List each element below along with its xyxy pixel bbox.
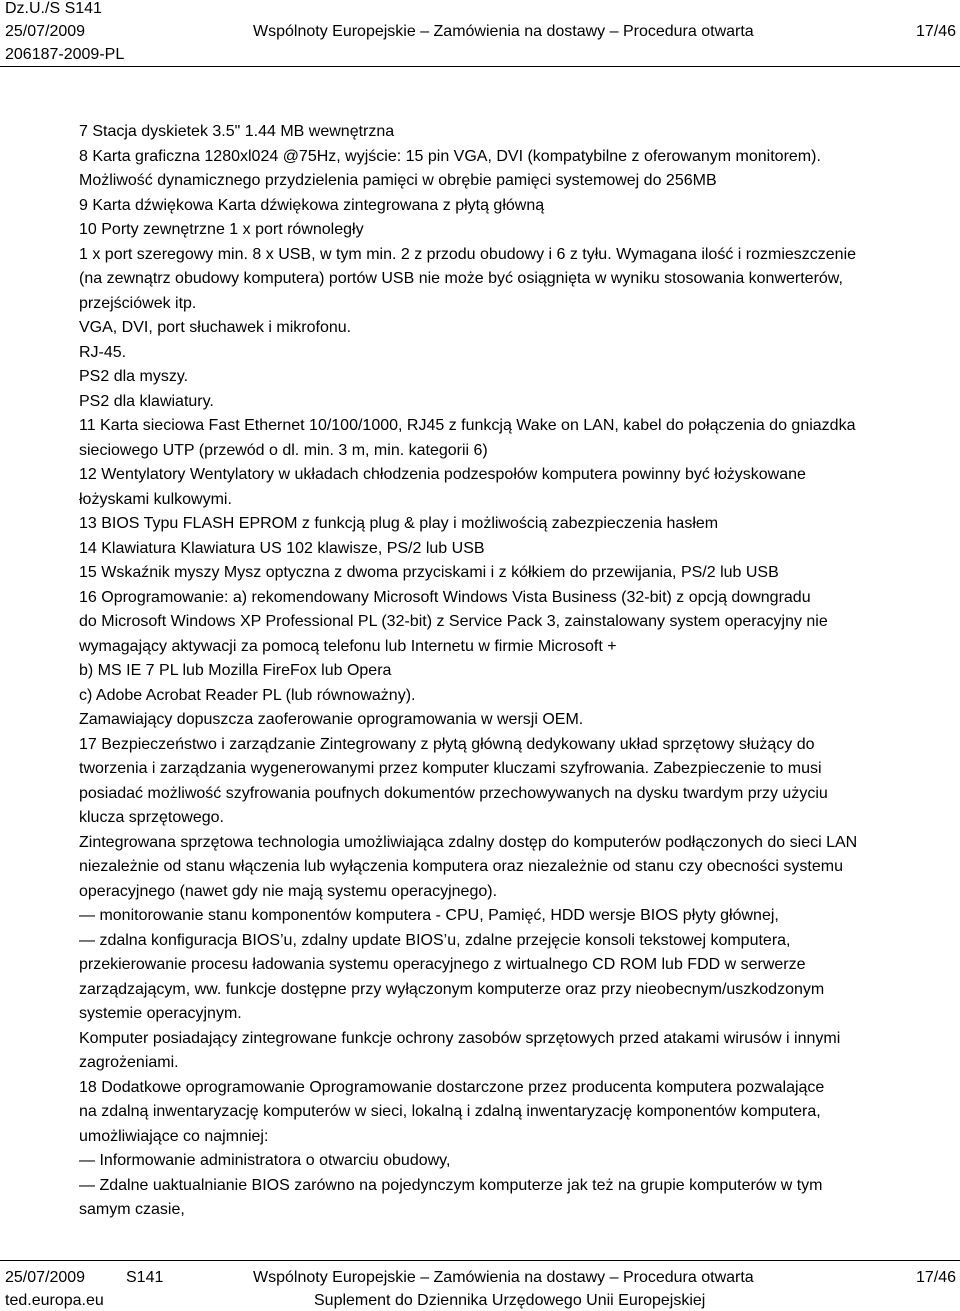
text-line: łożyskami kulkowymi.	[79, 490, 232, 508]
text-line: Zamawiający dopuszcza zaoferowanie oprogramowania w wersji OEM.	[79, 711, 584, 728]
page-footer	[0, 1260, 960, 1311]
text-line: Zintegrowana sprzętowa technologia umożliwiająca zdalny dostęp do komputerów podłączonych do sieci LAN	[79, 833, 858, 851]
text-line: przejściówek itp.	[79, 294, 197, 312]
header-divider	[0, 66, 960, 67]
text-line: (na zewnątrz obudowy komputera) portów USB nie może być osiągnięta w wyniku stosowania konwerterów,	[79, 270, 843, 287]
text-line: 10 Porty zewnętrzne 1 x port równoległy	[79, 221, 364, 238]
document-body	[79, 120, 949, 1223]
text-line: 15 Wskaźnik myszy Mysz optyczna z dwoma przyciskami i z kółkiem do przewijania, PS/2 lub USB	[79, 564, 779, 581]
text-line: — monitorowanie stanu komponentów komputera - CPU, Pamięć, HDD wersje BIOS płyty głównej,	[79, 907, 779, 924]
text-line: 7 Stacja dyskietek 3.5" 1.44 MB wewnętrzna	[79, 123, 395, 140]
text-line: Możliwość dynamicznego przydzielenia pamięci w obrębie pamięci systemowej do 256MB	[79, 172, 717, 189]
text-line: c) Adobe Acrobat Reader PL (lub równoważny).	[79, 686, 416, 704]
text-line: umożliwiające co najmniej:	[79, 1127, 269, 1145]
text-line: 14 Klawiatura Klawiatura US 102 klawisze, PS/2 lub USB	[79, 539, 485, 557]
text-line: 12 Wentylatory Wentylatory w układach chłodzenia podzespołów komputera powinny być łożyskowane	[79, 466, 806, 483]
footer-date: 25/07/2009	[5, 1269, 86, 1286]
text-line: tworzenia i zarządzania wygenerowanymi przez komputer kluczami szyfrowania. Zabezpieczenie to musi	[79, 760, 822, 777]
text-line: systemie operacyjnym.	[79, 1005, 242, 1022]
text-line: VGA, DVI, port słuchawek i mikrofonu.	[79, 319, 352, 336]
footer-page-number: 17/46	[915, 1269, 956, 1286]
header-page-number: 17/46	[915, 23, 956, 40]
document-id: 206187-2009-PL	[5, 46, 125, 63]
text-line: zagrożeniami.	[79, 1054, 179, 1071]
text-line: posiadać możliwość szyfrowania poufnych dokumentów przechowywanych na dysku twardym przy użyciu	[79, 784, 828, 802]
text-line: do Microsoft Windows XP Professional PL (32-bit) z Service Pack 3, zainstalowany system operacyjny nie	[79, 613, 828, 630]
text-line: na zdalną inwentaryzację komputerów w sieci, lokalną i zdalną inwentaryzację komponentów komputera,	[79, 1103, 821, 1120]
text-line: — zdalna konfiguracja BIOS’u, zdalny update BIOS’u, zdalne przejęcie konsoli tekstowej komputera,	[79, 931, 791, 949]
text-line: klucza sprzętowego.	[79, 809, 224, 826]
text-line: niezależnie od stanu włączenia lub wyłączenia komputera oraz niezależnie od stanu czy obecności systemu	[79, 858, 843, 875]
text-line: PS2 dla klawiatury.	[79, 392, 214, 410]
text-line: 13 BIOS Typu FLASH EPROM z funkcją plug & play i możliwością zabezpieczenia hasłem	[79, 515, 719, 532]
footer-issue: S141	[126, 1269, 164, 1286]
text-line: — Zdalne uaktualnianie BIOS zarówno na pojedynczym komputerze jak też na grupie komputerów w tym	[79, 1176, 823, 1194]
text-line: zarządzającym, ww. funkcje dostępne przy wyłączonym komputerze oraz przy nieobecnym/uszkodzonym	[79, 980, 825, 998]
text-line: 17 Bezpieczeństwo i zarządzanie Zintegrowany z płytą główną dedykowany układ sprzętowy służący do	[79, 735, 815, 753]
text-line: 9 Karta dźwiękowa Karta dźwiękowa zintegrowana z płytą główną	[79, 196, 545, 214]
text-line: b) MS IE 7 PL lub Mozilla FireFox lub Opera	[79, 662, 392, 679]
footer-supplement: Suplement do Dziennika Urzędowego Unii Europejskiej	[314, 1292, 706, 1309]
text-line: wymagający aktywacji za pomocą telefonu lub Internetu w firmie Microsoft +	[79, 637, 617, 655]
footer-title: Wspólnoty Europejskie – Zamówienia na dostawy – Procedura otwarta	[253, 1269, 754, 1286]
text-line: 8 Karta graficzna 1280xl024 @75Hz, wyjście: 15 pin VGA, DVI (kompatybilne z oferowanym monitorem).	[79, 147, 821, 165]
text-line: RJ-45.	[79, 343, 127, 361]
text-line: 16 Oprogramowanie: a) rekomendowany Microsoft Windows Vista Business (32-bit) z opcją downgradu	[79, 588, 811, 606]
text-line: 1 x port szeregowy min. 8 x USB, w tym min. 2 z przodu obudowy i 6 z tyłu. Wymagana ilość i rozmieszczenie	[79, 245, 857, 263]
text-line: 18 Dodatkowe oprogramowanie Oprogramowanie dostarczone przez producenta komputera pozwalające	[79, 1078, 825, 1096]
footer-site-link[interactable]: ted.europa.eu	[5, 1292, 104, 1309]
journal-ref: Dz.U./S S141	[5, 0, 102, 17]
text-line: przekierowanie procesu ładowania systemu operacyjnego z wirtualnego CD ROM lub FDD w serwerze	[79, 956, 806, 973]
header-title: Wspólnoty Europejskie – Zamówienia na dostawy – Procedura otwarta	[253, 23, 754, 40]
header-date: 25/07/2009	[5, 23, 86, 40]
text-line: — Informowanie administratora o otwarciu obudowy,	[79, 1152, 451, 1169]
text-line: PS2 dla myszy.	[79, 368, 189, 385]
text-line: sieciowego UTP (przewód o dl. min. 3 m, min. kategorii 6)	[79, 441, 488, 459]
text-line: Komputer posiadający zintegrowane funkcje ochrony zasobów sprzętowych przed atakami wirusów i innymi	[79, 1029, 841, 1047]
text-line: 11 Karta sieciowa Fast Ethernet 10/100/1000, RJ45 z funkcją Wake on LAN, kabel do połączenia do gniazdka	[79, 417, 856, 434]
page-header	[0, 0, 960, 66]
text-line: samym czasie,	[79, 1201, 185, 1218]
text-line: operacyjnego (nawet gdy nie mają systemu operacyjnego).	[79, 882, 498, 900]
